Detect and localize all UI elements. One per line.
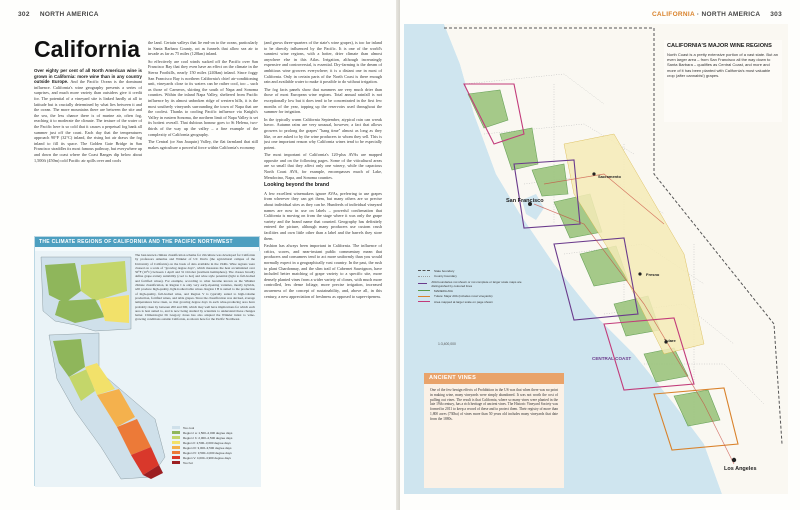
right-region-name: NORTH AMERICA [701, 11, 761, 18]
legend-label: Too hot [183, 460, 193, 465]
map-legend-label: Area mapped at larger scale on page shown [434, 299, 493, 304]
right-section-name: CALIFORNIA [651, 11, 695, 18]
ancient-vines-heading: ANCIENT VINES [424, 373, 564, 384]
column-2-paragraph-1: the land. Certain valleys that lie end-on to the ocean, particularly in Santa Barbara County, act as funnels that allow sea air to invade as far as 75 miles (120km) inland. [148, 40, 258, 57]
place-tulare: Tulare [664, 338, 676, 343]
regions-panel-title: CALIFORNIA'S MAJOR WINE REGIONS [667, 43, 772, 49]
ancient-vines-panel [424, 373, 564, 488]
legend-label: Region I b: 2,000–2,500 degree days [183, 435, 233, 440]
place-sacramento: Sacramento [598, 174, 621, 179]
major-wine-regions-panel [664, 40, 782, 122]
map-legend-label: MADERA AVA [434, 288, 453, 293]
map-scale: 1:3,400,000 [438, 342, 456, 346]
legend-label: Region II: 2,500–3,000 degree days [183, 440, 231, 445]
left-running-header [18, 11, 99, 18]
column-2-paragraph-2: So effectively are cool winds sucked off the Pacific over San Francisco Bay that they even have an effect on the climate in the Sierra Foothills, nearly 150 miles (240km) inland. Since foggy San Francisco Bay is northern California's chief air-conditioning unit, vineyards close to its waters can be rather cool, too – such as those of Carneros, skirting the south of Napa and Sonoma counties. Within the inland Napa Valley, sheltered from Pacific influence by its almost unbroken ridge of western hills, it is the most southerly vineyards surrounding the town of Napa that are the coolest. Thanks to cooling Pacific influence via Knight's Valley in eastern Sonoma, the northern limit of Napa Valley is set its hottest overall. That dubious honour goes to St Helena, two-thirds of the way up the valley – a fine example of the complexity of California geography. [148, 58, 258, 137]
right-running-header: CALIFORNIA · NORTH AMERICA 303 [651, 11, 782, 18]
legend-label: Too cool [183, 425, 195, 430]
legend-swatch [172, 451, 180, 455]
legend-line [418, 283, 427, 284]
right-page-number: 303 [770, 11, 782, 18]
lead-paragraph: Over eighty per cent of all North American wine is grown in California: more wine than in any country outside Europe. [34, 68, 142, 85]
column-3-paragraph-5: A few excellent winemakers ignore AVAs, preferring to use grapes from wherever they can get them, but many others are so precise about individual sites as they can be. Hundreds of individual vineyard names are now in use on labels – powerful confirmation that California is moving on from the stage where it was only the grape variety and the brand name that counted. Geography has definitely entered the picture, although many producers use custom crush facilities and own little other than a label and the barrels they store them. [264, 190, 382, 241]
left-section-name: NORTH AMERICA [39, 11, 99, 18]
legend-line [418, 301, 430, 302]
map-legend-item [418, 299, 534, 305]
climate-legend [172, 425, 258, 465]
climate-legend-item [172, 460, 258, 465]
legend-line [418, 276, 430, 277]
column-3-paragraph-6: Fashion has always been important in California. The influence of critics, scores, and near-instant public commentary mean that producers and consumers tend to act more uniformly than you would normally expect in a geographically vast country. In the past, the rush to plant Chardonnay, and the slim trail of Cabernet Sauvignon, have included better matching of grape variety to a specific site, more densely planted vines from a wider variety of clones, with much more controlled, less dense foliage, more precise irrigation, increased awareness of the concept of sustainability, and, above all, in this century, a new appreciation of freshness as opposed to super-ripeness. [264, 243, 382, 299]
legend-swatch [172, 431, 180, 435]
legend-label: Region I a: 1,500–2,000 degree days [183, 430, 233, 435]
legend-swatch [172, 426, 180, 430]
legend-line [418, 296, 430, 297]
climate-panel-heading: THE CLIMATE REGIONS OF CALIFORNIA AND THE PACIFIC NORTHWEST [35, 237, 259, 247]
place-los-angeles: Los Angeles [724, 466, 757, 472]
map-legend [418, 268, 534, 305]
legend-swatch [172, 461, 180, 465]
legend-label: Region V: 4,000–4,900 degree days [183, 455, 231, 460]
climate-regions-panel [34, 236, 260, 486]
regions-panel-text: North Coast is a pretty extensive portion of a vast state. But an even larger area – from San Francisco all the way down to Santa Barbara – qualifies as Central Coast, and more and more of it has been planted with California's most valuable crop (after cannabis!) grapes. [667, 52, 778, 78]
legend-swatch [172, 441, 180, 445]
column-3-paragraph-1: (and grows three-quarters of the state's wine grapes), is too far inland to be directly influenced by the Pacific. It is one of the world's sunniest wine regions, with a hotter, drier climate than almost anywhere else in this Atlas. Irrigation, although increasingly expensive and controversial, is essential. Dry-farming is the dream of ambitious wine growers everywhere; it is a distant one in most of California. Only in certain parts of the North Coast is there enough rain and available water to make it possible to do without irrigation. [264, 40, 382, 85]
map-legend-item [418, 279, 534, 288]
left-page-number: 302 [18, 11, 30, 18]
column-3-paragraph-3: In the typically warm California September, atypical rain can wreak havoc. Autumn rains are very unusual, however, a fact that allows growers to prolong the grapes' "hang time" almost as long as they like, or are asked to by the wine producers to whom they sell. This is just one important reason why California wines tend to be especially potent. [264, 116, 382, 150]
subhead-beyond-brand: Looking beyond the brand [264, 182, 330, 189]
page-title: California [34, 36, 141, 62]
text-column-2 [148, 40, 258, 232]
column-3-paragraph-4: The most important of California's 120-plus AVAs are mapped opposite and on the following pages. Some of the viticultural areas are so small that they affect only one winery, while the capacious North Coast AVA, for example, encompasses much of Lake, Mendocino, Napa, and Sonoma counties. [264, 152, 382, 180]
column-1-body: And the Pacific Ocean is the dominant influence. California's wine geography presents a series of surprises, and much more variety than outsiders give it credit for. The potential of a vineyard site is linked hardly at all to latitude but is crucially determined by what lies between it and the ocean. The more mountains there are between the site and the sea, the less chance there is of marine air, often fog, reaching it to moderate the climate. The texture of the water of the Pacific here is so cold that it causes a perpetual fog bank all summer just off the coast. Each day that the temperatures approach 90°F (32°C) inland, the rising hot air draws the fog inland to fill its space. The Golden Gate Bridge in San Francisco straddles its most famous pathway, but everywhere up and down the coast where the Coast Ranges dip below about 1,500ft (450m) cold Pacific air spills over and cools [34, 79, 142, 163]
legend-swatch [172, 436, 180, 440]
legend-label: Region IV: 3,500–4,000 degree days [183, 450, 232, 455]
ancient-vines-text: One of the few benign effects of Prohibition in the US was that when there was no point in making wine, many vineyards were simply abandoned. It was not worth the cost of pulling out vines. The result is that California, where so many vines were planted in the late 19th century, has a rich heritage of ancient vines. The Historic Vineyard Society was formed in 2011 to keep a record of these and to protect them. Their registry of more than 1,800 acres (730ha) of vines more than 50 years old includes many vineyards that date from the 1880s. [430, 388, 558, 421]
map-legend-label: County boundary [434, 274, 457, 279]
legend-line [418, 270, 430, 271]
text-column-1 [34, 68, 142, 232]
map-legend-label: AVA boundaries not shown or not complete or larger scale maps are distinguished by coloured lines [431, 279, 522, 288]
place-fresno: Fresno [646, 272, 660, 277]
legend-label: Region III: 3,000–3,500 degree days [183, 445, 232, 450]
map-legend-label: Tulare: Major AVA (includes most vineyards) [434, 294, 493, 299]
legend-line [418, 290, 430, 291]
column-3-paragraph-2: The fog facts panels show that summers are very much drier than those of most European wine regions. Total annual rainfall is not exceptionally low but it does tend to be concentrated in the first few months of the year, topping up the reservoirs used throughout the summer for irrigation. [264, 86, 382, 115]
text-column-3 [264, 40, 382, 492]
legend-swatch [172, 456, 180, 460]
place-central-coast: CENTRAL COAST [592, 356, 632, 361]
climate-panel-text: The best-known climate classification scheme for viticulture was developed for California by professors Amerine and Winkler of UC Davis (the agricultural campus of the University of California) on the basis of data available in the 1940s. Wine regions were classed on a scale of "growing degree days", which measures the heat accumulated over 50°F (10°C) between 1 April and 31 October (northern hemisphere). The classes broadly define grape-variety suitability (cool to hot) and wine style potential (light to full-bodied and fortified wines). For example, according to what became known as the Winkler climate classification, in Region I A only very early-ripening varieties, mostly hybrids, will produce high-quality, light-bodied table wines. Region I B is suited to the production of high-quality, full-bodied wine, and Region V is typically suited to high-volume production, fortified wines, and table grapes. Since the classification was devised, average temperatures have risen, so that growing degree days in each wine-producing area have probably risen by between 200 and 300, which may well have implications for which each area is best suited to, and is now being studied by scientists to understand these changes better. Climatologist Dr Gregory Jones has also adapted the Winkler index to wine-growing conditions outside California, as shown here for the Pacific Northwest. [135, 253, 255, 322]
map-legend-label: State boundary [434, 268, 455, 273]
legend-swatch [172, 446, 180, 450]
place-san-francisco: San Francisco [506, 198, 544, 204]
column-2-paragraph-3: The Central (or San Joaquin) Valley, the flat farmland that still makes agriculture a powerful force within California's economy [148, 139, 258, 150]
